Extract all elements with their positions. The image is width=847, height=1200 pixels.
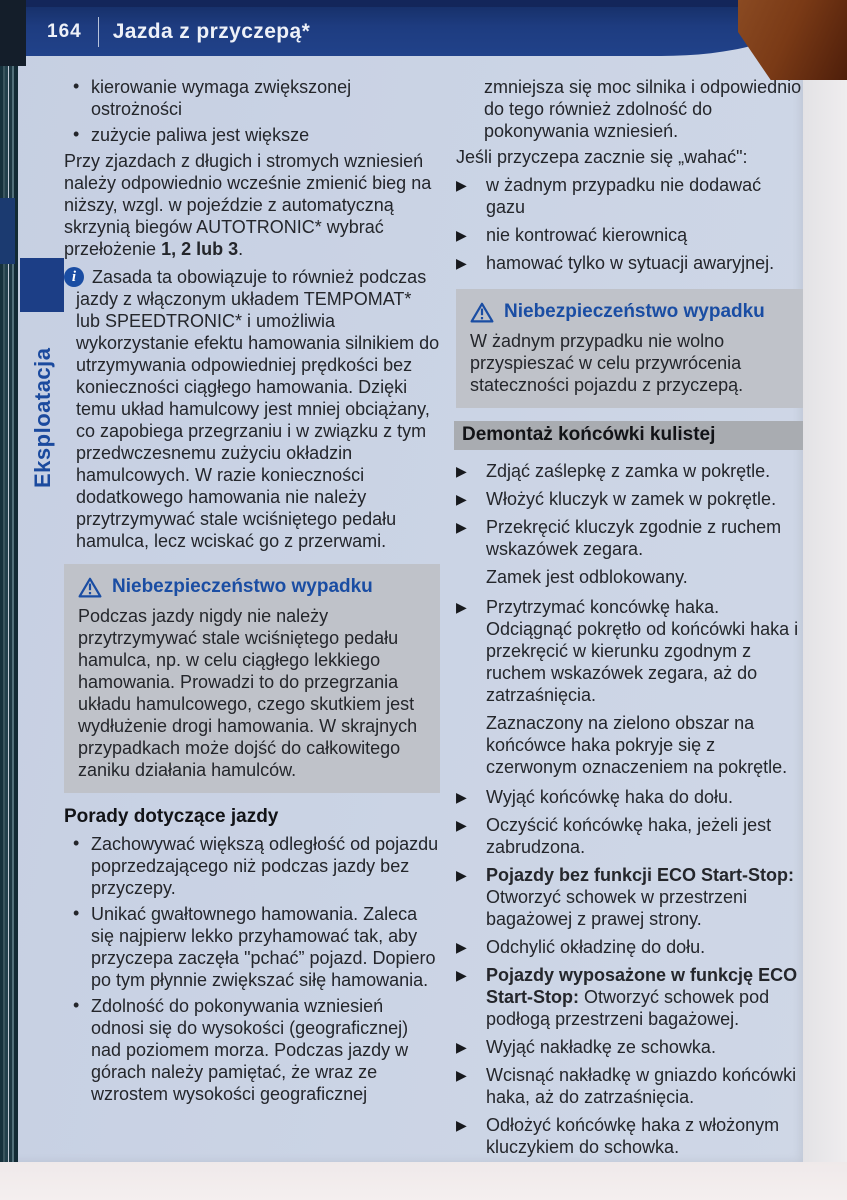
bullet-icon: • <box>73 833 80 853</box>
gear-options-bold: 1, 2 lub 3 <box>161 239 239 259</box>
chapter-tab-marker <box>20 258 64 312</box>
arrow-marker-icon: ▶ <box>456 1040 467 1056</box>
step-text: Przytrzymać koncówkę haka. Odciągnąć pokrętło od końcówki haka i przekręcić w kierunku zgodnym z ruchem wskazówek zegara, aż do zatrzaśnięcia. <box>486 597 799 705</box>
step-result <box>456 566 804 588</box>
warning-title: Niebezpieczeństwo wypadku <box>504 301 765 322</box>
right-column <box>456 76 804 1164</box>
arrow-marker-icon: ▶ <box>456 1118 467 1134</box>
step-text: nie kontrować kierownicą <box>486 225 688 245</box>
chapter-label: Eksploatacja <box>30 347 55 488</box>
page-header <box>13 7 792 56</box>
step-item <box>456 936 804 958</box>
step-item <box>456 516 804 560</box>
paragraph-suffix: . <box>238 239 244 259</box>
page-edge-tab <box>0 198 15 264</box>
sway-intro: Jeśli przyczepa zacznie się „wahać": <box>456 147 748 167</box>
intro-bullet-list <box>64 76 440 146</box>
continuation-paragraph: zmniejsza się moc silnika i odpowiednio do tego również zdolność do pokonywania wzniesień. <box>484 77 802 141</box>
paragraph-text: Przy zjazdach z długich i stromych wzniesień należy odpowiednio wcześnie zmienić bieg na niższy, wzgl. w pojeździe z automatyczną skrzynią biegów AUTOTRONIC* wybrać przełożenie <box>64 151 432 259</box>
bullet-text: Unikać gwałtownego hamowania. Zaleca się najpierw lekko przyhamować tak, aby przyczepa zaczęła "pchać” pojazd. Dopiero po tym płynnie zwiększać siłę hamowania. <box>91 904 436 990</box>
info-note-text: Zasada ta obowiązuje to również podczas jazdy z włączonym układem TEMPOMAT* lub SPEEDTRONIC* i umożliwia wykorzystanie efektu hamowania silnikiem do utrzymywania odpowiedniej prędkości bez konieczności ciągłego hamowania. Dzięki temu układ hamulcowy jest mniej obciążany, co zapobiega przegrzaniu i w związku z tym przedwczesnemu zużyciu okładzin hamulcowych. W razie konieczności dodatkowego hamowania nie należy przytrzymywać stale wciśniętego pedału hamulca, lecz wciskać go z przerwami. <box>76 267 440 551</box>
list-item <box>64 76 440 120</box>
book-page-edges <box>0 0 18 1162</box>
list-item <box>64 995 440 1105</box>
info-icon: i <box>64 267 84 287</box>
step-text: Odchylić okładzinę do dołu. <box>486 937 706 957</box>
warning-box-braking <box>64 564 440 793</box>
bullet-text: zużycie paliwa jest większe <box>91 125 310 145</box>
tips-bullet-list <box>64 833 440 1105</box>
arrow-marker-icon: ▶ <box>456 1068 467 1084</box>
step-text: w żadnym przypadku nie dodawać gazu <box>486 175 762 217</box>
gear-paragraph <box>64 150 440 260</box>
bullet-icon: • <box>73 124 80 144</box>
step-text: Wcisnąć nakładkę w gniazdo końcówki haka, aż do zatrzaśnięcia. <box>486 1065 797 1107</box>
warning-triangle-icon <box>78 577 102 598</box>
result-text: Zaznaczony na zielono obszar na końcówce haka pokryje się z czerwonym oznaczeniem na pokrętle. <box>486 713 788 777</box>
step-item <box>456 174 804 218</box>
step-item <box>456 252 804 274</box>
step-item <box>456 864 804 930</box>
step-text: Wyjąć nakładkę ze schowka. <box>486 1037 716 1057</box>
arrow-marker-icon: ▶ <box>456 818 467 834</box>
step-text: Włożyć kluczyk w zamek w pokrętle. <box>486 489 777 509</box>
warning-header <box>470 301 790 323</box>
warning-box-acceleration <box>456 289 804 408</box>
warning-header <box>78 576 426 598</box>
warning-title: Niebezpieczeństwo wypadku <box>112 576 373 597</box>
section-header: Demontaż końcówki kulistej <box>454 421 804 450</box>
step-text: Zdjąć zaślepkę z zamka w pokrętle. <box>486 461 771 481</box>
step-text: hamować tylko w sytuacji awaryjnej. <box>486 253 775 273</box>
arrow-marker-icon: ▶ <box>456 178 467 194</box>
step-text: Wyjąć końcówkę haka do dołu. <box>486 787 733 807</box>
removal-step-list <box>456 460 804 1158</box>
bullet-icon: • <box>73 995 80 1015</box>
arrow-marker-icon: ▶ <box>456 600 467 616</box>
warning-triangle-icon <box>470 302 494 323</box>
arrow-marker-icon: ▶ <box>456 492 467 508</box>
header-divider <box>98 17 99 47</box>
list-item <box>64 833 440 899</box>
result-text: Zamek jest odblokowany. <box>486 567 688 587</box>
sway-step-list <box>456 174 804 274</box>
step-item <box>456 814 804 858</box>
step-result <box>456 712 804 778</box>
step-text: Oczyścić końcówkę haka, jeżeli jest zabrudzona. <box>486 815 772 857</box>
step-item <box>456 1114 804 1158</box>
step-item <box>456 1064 804 1108</box>
bullet-text: kierowanie wymaga zwiększonej ostrożności <box>91 77 352 119</box>
step-item <box>456 488 804 510</box>
list-item <box>64 124 440 146</box>
desk-surface-bottom <box>0 1162 847 1200</box>
arrow-marker-icon: ▶ <box>456 228 467 244</box>
arrow-marker-icon: ▶ <box>456 968 467 984</box>
arrow-marker-icon: ▶ <box>456 940 467 956</box>
left-column <box>64 76 440 1109</box>
step-text: Odłożyć końcówkę haka z włożonym kluczykiem do schowka. <box>486 1115 780 1157</box>
step-item <box>456 596 804 706</box>
warning-body: Podczas jazdy nigdy nie należy przytrzymywać stale wciśniętego pedału hamulca, np. w celu ciągłego lekkiego hamowania. Prowadzi to do przegrzania układu hamulcowego, czego skutkiem jest wydłużenie drogi hamowania. W skrajnych przypadkach może dojść do całkowitego zaniku działania hamulców. <box>78 606 418 780</box>
bullet-text: Zachowywać większą odległość od pojazdu poprzedzającego niż podczas jazdy bez przyczepy. <box>91 834 439 898</box>
arrow-marker-icon: ▶ <box>456 868 467 884</box>
step-item <box>456 1036 804 1058</box>
bullet-text: Zdolność do pokonywania wzniesień odnosi się do wysokości (geograficznej) nad poziomem morza. Podczas jazdy w górach należy pamiętać, że wraz ze wzrostem wysokości geograficznej <box>91 996 409 1104</box>
desk-surface-right <box>803 0 847 1200</box>
step-item <box>456 224 804 246</box>
step-bold-lead: Pojazdy bez funkcji ECO Start-Stop: <box>486 865 795 885</box>
desk-surface-top-left <box>0 0 26 66</box>
arrow-marker-icon: ▶ <box>456 520 467 536</box>
page-number: 164 <box>47 20 82 42</box>
step-text: Przekręcić kluczyk zgodnie z ruchem wskazówek zegara. <box>486 517 782 559</box>
step-item <box>456 964 804 1030</box>
bullet-icon: • <box>73 76 80 96</box>
arrow-marker-icon: ▶ <box>456 464 467 480</box>
bullet-icon: • <box>73 903 80 923</box>
warning-body: W żadnym przypadku nie wolno przyspieszać w celu przywrócenia stateczności pojazdu z przyczepą. <box>470 331 744 395</box>
info-note <box>64 266 440 552</box>
step-item <box>456 460 804 482</box>
step-text: Otworzyć schowek w przestrzeni bagażowej z prawej strony. <box>486 887 748 929</box>
step-bold-lead: Pojazdy wyposażone w funkcję ECO Start-Stop: <box>486 965 798 1007</box>
arrow-marker-icon: ▶ <box>456 790 467 806</box>
tips-heading: Porady dotyczące jazdy <box>64 806 279 827</box>
step-text: Otworzyć schowek pod podłogą przestrzeni bagażowej. <box>486 987 770 1029</box>
page-title: Jazda z przyczepą* <box>112 19 311 43</box>
step-item <box>456 786 804 808</box>
list-item <box>64 903 440 991</box>
arrow-marker-icon: ▶ <box>456 256 467 272</box>
